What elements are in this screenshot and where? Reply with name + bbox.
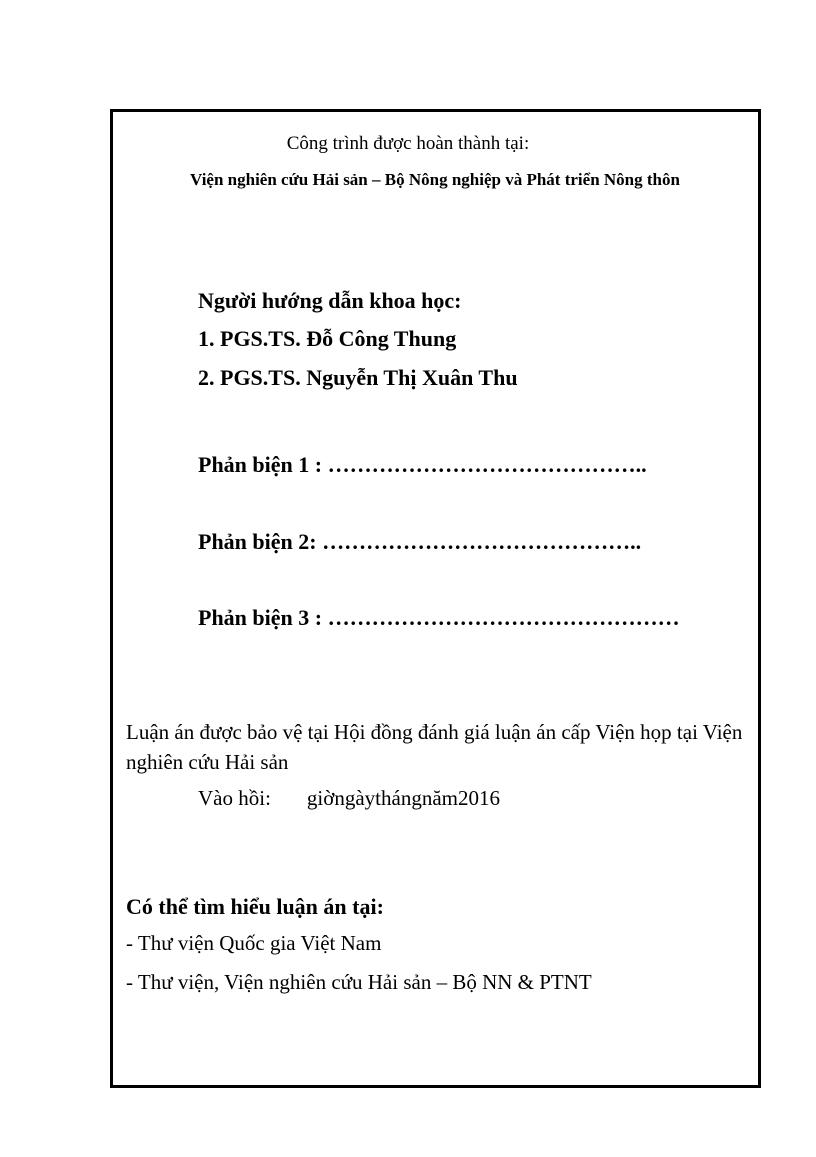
reviewer-1: Phản biện 1 : …………………………………….. xyxy=(198,452,647,477)
completion-institution: Viện nghiên cứu Hải sản – Bộ Nông nghiệp và Phát triển Nông thôn xyxy=(190,170,680,189)
reviewer-2: Phản biện 2: …………………………………….. xyxy=(198,529,642,554)
advisor-item: 2. PGS.TS. Nguyễn Thị Xuân Thu xyxy=(198,365,518,390)
advisor-item: 1. PGS.TS. Đỗ Công Thung xyxy=(198,326,457,351)
defense-time-label: Vào hồi: xyxy=(198,786,271,810)
reviewer-3: Phản biện 3 : ………………………………………… xyxy=(198,605,680,630)
advisors-title: Người hướng dẫn khoa học: xyxy=(198,288,462,313)
defense-time xyxy=(198,786,500,811)
library-item: - Thư viện Quốc gia Việt Nam xyxy=(126,931,382,955)
defense-statement: Luận án được bảo vệ tại Hội đồng đánh giá luận án cấp Viện họp tại Viện nghiên cứu Hải sản xyxy=(126,720,743,774)
libraries-title: Có thể tìm hiểu luận án tại: xyxy=(126,894,384,919)
defense-time-value: giờngàythángnăm2016 xyxy=(306,786,500,810)
library-item: - Thư viện, Viện nghiên cứu Hải sản – Bộ NN & PTNT xyxy=(126,970,592,994)
completion-heading: Công trình được hoàn thành tại: xyxy=(286,133,530,154)
